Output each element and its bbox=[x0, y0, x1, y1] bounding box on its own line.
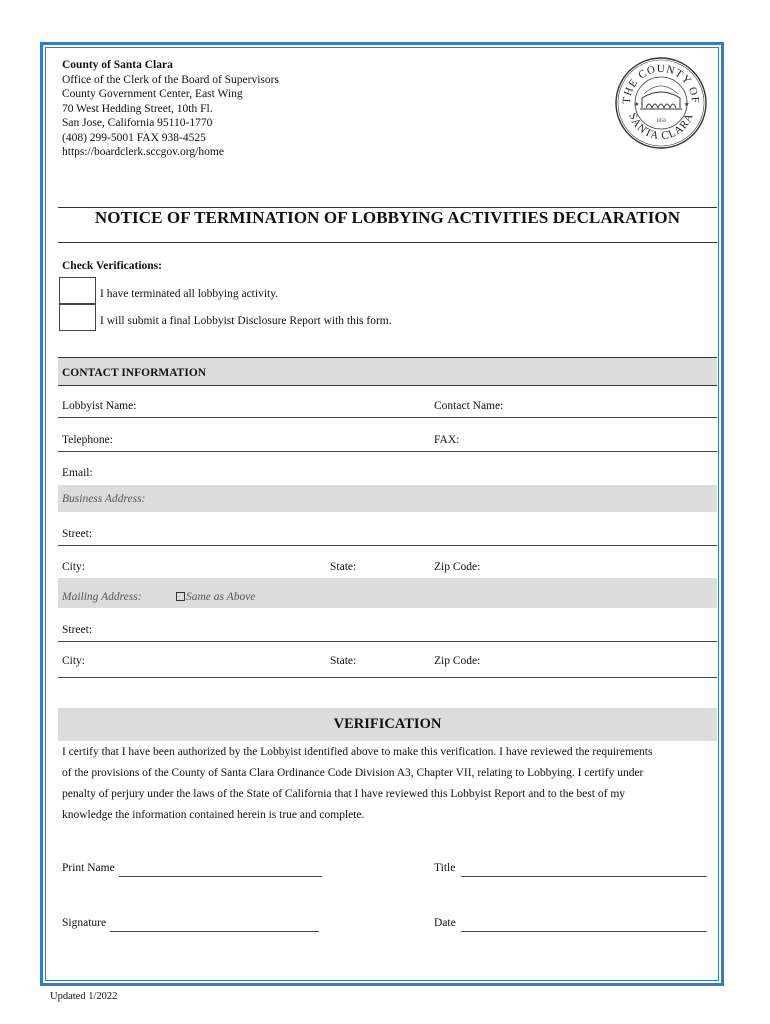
page-title: NOTICE OF TERMINATION OF LOBBYING ACTIVITIES DECLARATION bbox=[94, 208, 681, 227]
business-state-label: State: bbox=[330, 561, 357, 573]
street-address: 70 West Hedding Street, 10th Fl. bbox=[62, 102, 213, 115]
same-as-above-checkbox[interactable] bbox=[176, 592, 185, 601]
county-address-block bbox=[62, 58, 279, 160]
phone-fax: (408) 299-5001 FAX 938-4525 bbox=[62, 131, 206, 144]
mailing-zip-label: Zip Code: bbox=[434, 655, 481, 667]
same-as-above-option[interactable] bbox=[176, 591, 255, 603]
verification-line-3: penalty of perjury under the laws of the State of California that I have reviewed this Lobbyist Report and to the best of my bbox=[62, 788, 626, 800]
final-report-checkbox[interactable] bbox=[59, 304, 96, 331]
business-street-label: Street: bbox=[62, 528, 93, 540]
title-field[interactable] bbox=[461, 876, 707, 877]
page-border-inner bbox=[45, 47, 719, 981]
signature-label: Signature bbox=[62, 917, 107, 929]
print-name-label: Print Name bbox=[62, 862, 115, 874]
mailing-street-label: Street: bbox=[62, 624, 93, 636]
terminated-checkbox[interactable] bbox=[59, 277, 96, 304]
business-address-band bbox=[58, 485, 717, 512]
business-zip-label: Zip Code: bbox=[434, 561, 481, 573]
svg-text:★: ★ bbox=[684, 102, 690, 108]
business-city-label: City: bbox=[62, 561, 86, 573]
verification-line-4: knowledge the information contained herein is true and complete. bbox=[62, 809, 365, 821]
telephone-label: Telephone: bbox=[62, 434, 113, 446]
business-address-label: Business Address: bbox=[62, 493, 146, 505]
contact-section-bottom-rule bbox=[58, 677, 717, 678]
final-report-label: I will submit a final Lobbyist Disclosure Report with this form. bbox=[100, 315, 392, 327]
office-name: Office of the Clerk of the Board of Supervisors bbox=[62, 73, 279, 86]
same-as-above-label: Same as Above bbox=[186, 591, 256, 603]
county-name: County of Santa Clara bbox=[62, 59, 173, 71]
svg-text:1850: 1850 bbox=[656, 119, 666, 124]
date-label: Date bbox=[434, 917, 456, 929]
website-url[interactable]: https://boardclerk.sccgov.org/home bbox=[62, 146, 224, 158]
contact-heading-band bbox=[58, 358, 717, 385]
title-rule-bottom bbox=[58, 242, 717, 243]
mailing-street-field[interactable] bbox=[58, 641, 717, 642]
mailing-city-label: City: bbox=[62, 655, 86, 667]
mailing-state-label: State: bbox=[330, 655, 357, 667]
verification-line-2: of the provisions of the County of Santa Clara Ordinance Code Division A3, Chapter VII, relating to Lobbying. I certify under bbox=[62, 767, 644, 779]
svg-text:SANTA CLARA: SANTA CLARA bbox=[626, 111, 696, 143]
verification-statement bbox=[62, 742, 718, 826]
signature-field[interactable] bbox=[110, 931, 319, 932]
terminated-label: I have terminated all lobbying activity. bbox=[100, 288, 279, 300]
telephone-field[interactable] bbox=[58, 451, 717, 452]
svg-text:★: ★ bbox=[634, 102, 640, 108]
print-name-field[interactable] bbox=[119, 876, 322, 877]
city-state-zip: San Jose, California 95110-1770 bbox=[62, 117, 213, 129]
lobbyist-name-label: Lobbyist Name: bbox=[62, 400, 137, 412]
county-seal-logo bbox=[614, 56, 708, 150]
fax-label: FAX: bbox=[434, 434, 460, 446]
check-verifications-heading: Check Verifications: bbox=[62, 260, 162, 272]
contact-name-label: Contact Name: bbox=[434, 400, 504, 412]
mailing-address-label: Mailing Address: bbox=[62, 591, 142, 603]
title-label: Title bbox=[434, 862, 456, 874]
business-street-field[interactable] bbox=[58, 545, 717, 546]
lobbyist-name-field[interactable] bbox=[58, 417, 717, 418]
email-label: Email: bbox=[62, 467, 93, 479]
mailing-address-band bbox=[58, 578, 717, 608]
updated-date: Updated 1/2022 bbox=[50, 991, 118, 1002]
contact-heading: CONTACT INFORMATION bbox=[62, 367, 207, 379]
date-field[interactable] bbox=[461, 931, 707, 932]
contact-rule-bottom bbox=[58, 385, 717, 386]
verification-line-1: I certify that I have been authorized by the Lobbyist identified above to make this verification. I have reviewed the requirements bbox=[62, 746, 653, 758]
verification-heading: VERIFICATION bbox=[58, 708, 717, 741]
svg-text:THE COUNTY OF: THE COUNTY OF bbox=[620, 62, 702, 105]
building-name: County Government Center, East Wing bbox=[62, 88, 243, 100]
